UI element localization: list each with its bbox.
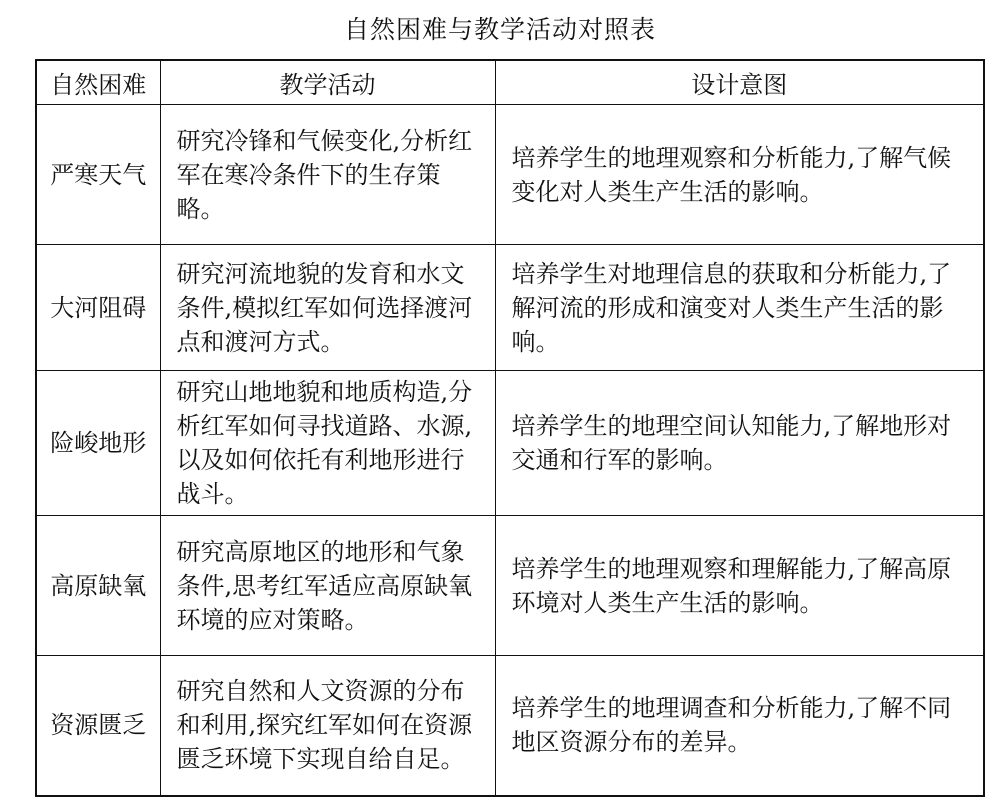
difficulty-cell: 大河阻碍 [36, 245, 160, 371]
table-row [36, 516, 984, 656]
table-title: 自然困难与教学活动对照表 [343, 15, 656, 44]
intent-cell: 培养学生对地理信息的获取和分析能力,了解河流的形成和演变对人类生产生活的影响。 [495, 245, 984, 371]
difficulty-cell: 严寒天气 [36, 105, 160, 245]
table-row [36, 105, 984, 245]
comparison-table [35, 59, 985, 797]
activity-cell: 研究山地地貌和地质构造,分析红军如何寻找道路、水源,以及如何依托有利地形进行战斗。 [160, 371, 495, 516]
table-row [36, 245, 984, 371]
intent-cell: 培养学生的地理观察和理解能力,了解高原环境对人类生产生活的影响。 [495, 516, 984, 656]
table-row [36, 371, 984, 516]
intent-cell: 培养学生的地理调查和分析能力,了解不同地区资源分布的差异。 [495, 656, 984, 796]
difficulty-cell: 资源匮乏 [36, 656, 160, 796]
header-difficulty: 自然困难 [36, 60, 160, 105]
activity-cell: 研究河流地貌的发育和水文条件,模拟红军如何选择渡河点和渡河方式。 [160, 245, 495, 371]
intent-cell: 培养学生的地理空间认知能力,了解地形对交通和行军的影响。 [495, 371, 984, 516]
difficulty-cell: 高原缺氧 [36, 516, 160, 656]
activity-cell: 研究自然和人文资源的分布和利用,探究红军如何在资源匮乏环境下实现自给自足。 [160, 656, 495, 796]
difficulty-cell: 险峻地形 [36, 371, 160, 516]
header-intent: 设计意图 [495, 60, 984, 105]
header-row [36, 60, 984, 105]
table-row [36, 656, 984, 796]
intent-cell: 培养学生的地理观察和分析能力,了解气候变化对人类生产生活的影响。 [495, 105, 984, 245]
activity-cell: 研究冷锋和气候变化,分析红军在寒冷条件下的生存策略。 [160, 105, 495, 245]
activity-cell: 研究高原地区的地形和气象条件,思考红军适应高原缺氧环境的应对策略。 [160, 516, 495, 656]
header-activity: 教学活动 [160, 60, 495, 105]
